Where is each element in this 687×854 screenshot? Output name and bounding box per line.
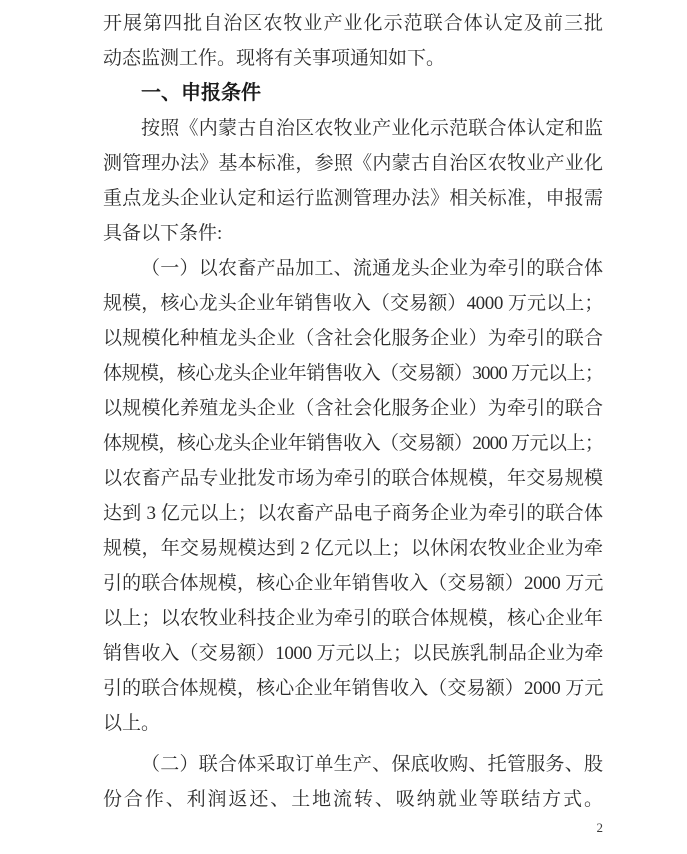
body-line: 开展第四批自治区农牧业产业化示范联合体认定及前三批 <box>103 13 603 34</box>
body-line: 以上。 <box>103 713 161 734</box>
body-line: 引的联合体规模，核心企业年销售收入（交易额）2000 万元 <box>103 573 603 594</box>
body-line: 以农畜产品专业批发市场为牵引的联合体规模，年交易规模 <box>103 468 603 489</box>
body-line: 以上；以农牧业科技企业为牵引的联合体规模，核心企业年 <box>103 608 603 629</box>
body-line: 按照《内蒙古自治区农牧业产业化示范联合体认定和监 <box>141 118 603 139</box>
section-heading: 一、申报条件 <box>141 82 261 104</box>
body-line: 重点龙头企业认定和运行监测管理办法》相关标准，申报需 <box>103 188 603 209</box>
body-line: 规模，年交易规模达到 2 亿元以上；以休闲农牧业企业为牵 <box>103 538 603 559</box>
body-line: 具备以下条件: <box>103 223 223 244</box>
body-line: 体规模，核心龙头企业年销售收入（交易额）2000 万元以上； <box>103 433 603 454</box>
body-line: 规模，核心龙头企业年销售收入（交易额）4000 万元以上； <box>103 293 603 314</box>
body-line: （一）以农畜产品加工、流通龙头企业为牵引的联合体 <box>141 258 603 279</box>
body-line: （二）联合体采取订单生产、保底收购、托管服务、股 <box>141 754 603 775</box>
body-line: 以规模化种植龙头企业（含社会化服务企业）为牵引的联合 <box>103 328 603 349</box>
page-number: 2 <box>596 820 603 835</box>
body-line: 测管理办法》基本标准，参照《内蒙古自治区农牧业产业化 <box>103 153 603 174</box>
body-line: 引的联合体规模，核心企业年销售收入（交易额）2000 万元 <box>103 678 603 699</box>
body-line: 份合作、利润返还、土地流转、吸纳就业等联结方式。 <box>103 789 603 810</box>
body-line: 体规模，核心龙头企业年销售收入（交易额）3000 万元以上； <box>103 363 603 384</box>
body-line: 以规模化养殖龙头企业（含社会化服务企业）为牵引的联合 <box>103 398 603 419</box>
body-line: 达到 3 亿元以上；以农畜产品电子商务企业为牵引的联合体 <box>103 503 603 524</box>
body-line: 销售收入（交易额）1000 万元以上；以民族乳制品企业为牵 <box>103 643 603 664</box>
body-line: 动态监测工作。现将有关事项通知如下。 <box>103 48 446 69</box>
